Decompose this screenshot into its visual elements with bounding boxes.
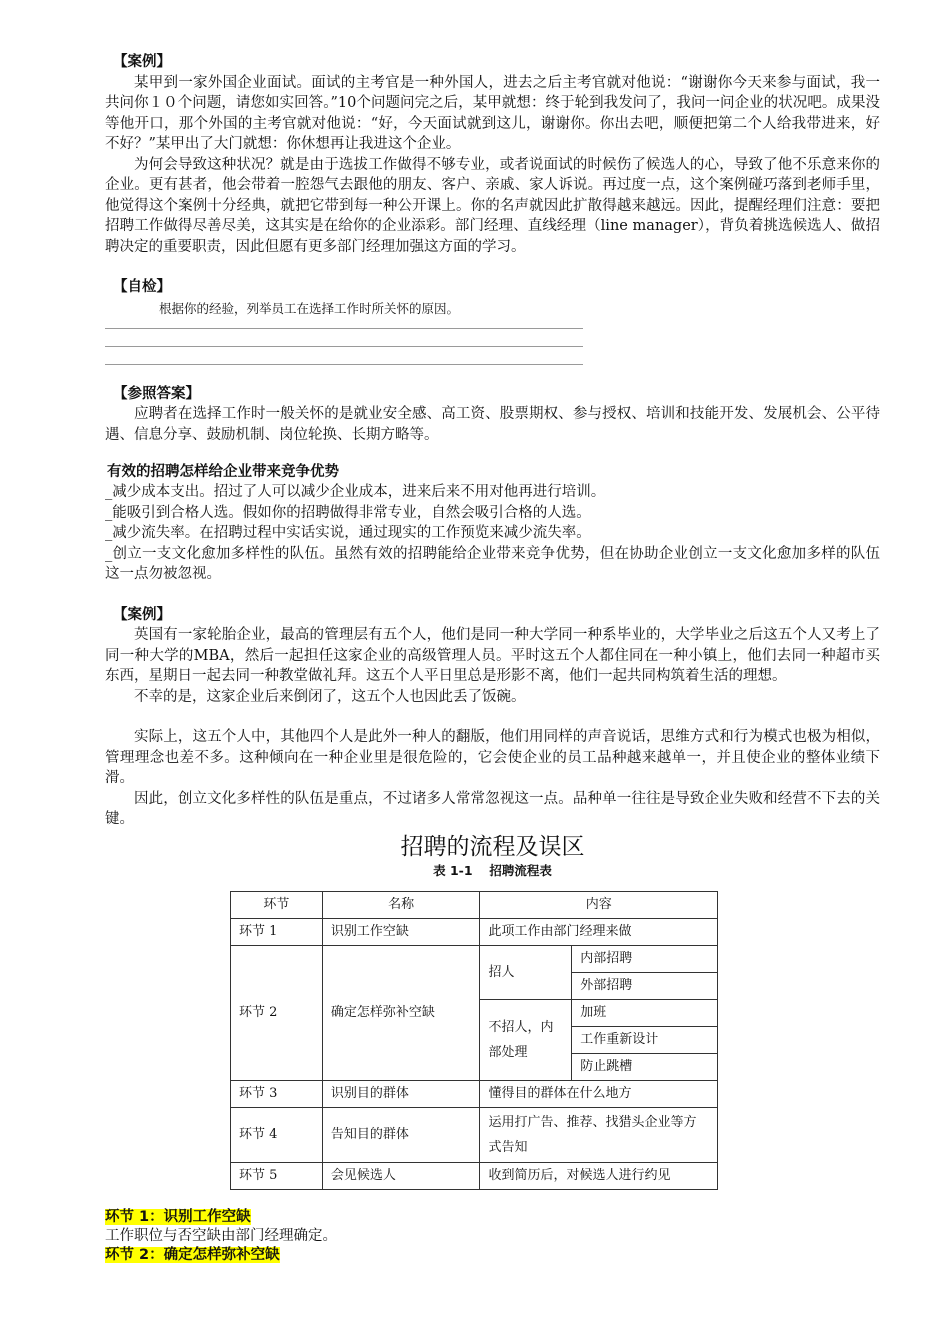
table-cell: 不招人，内部处理 <box>480 1000 572 1081</box>
step1-text: 工作职位与否空缺由部门经理确定。 <box>105 1228 337 1244</box>
table-cell: 懂得目的群体在什么地方 <box>480 1081 718 1108</box>
self-check-label: 【自检】 <box>113 278 171 295</box>
case1-label: 【案例】 <box>113 53 171 70</box>
table-header-row <box>231 892 718 919</box>
table-cell: 加班 <box>572 1000 718 1027</box>
table-cell: 运用打广告、推荐、找猎头企业等方式告知 <box>480 1108 718 1163</box>
table-cell: 环节 4 <box>231 1108 323 1163</box>
table-cell: 识别目的群体 <box>322 1081 480 1108</box>
answer-label: 【参照答案】 <box>113 384 200 402</box>
header-content: 内容 <box>480 892 718 919</box>
table-cell: 环节 3 <box>231 1081 323 1108</box>
table-row <box>231 1081 718 1108</box>
table-row <box>231 1163 718 1190</box>
table-cell: 环节 1 <box>231 919 323 946</box>
table-row <box>231 946 718 973</box>
tail-section <box>105 1208 880 1265</box>
table-cell: 会见候选人 <box>322 1163 480 1190</box>
step2-heading: 环节 2：确定怎样弥补空缺 <box>105 1247 280 1263</box>
recruitment-flow-table <box>230 891 718 1190</box>
table-cell: 环节 2 <box>231 946 323 1081</box>
advantage-item-1: _减少成本支出。招过了人可以减少企业成本，进来后来不用对他再进行培训。 <box>105 484 606 500</box>
table-caption: 表 1-1 招聘流程表 <box>433 862 552 878</box>
case2-label: 【案例】 <box>113 605 171 623</box>
table-cell: 招人 <box>480 946 572 1000</box>
self-check-prompt: 根据你的经验，列举员工在选择工作时所关怀的原因。 <box>159 300 460 316</box>
table-cell: 环节 5 <box>231 1163 323 1190</box>
advantage-item-2: _能吸引到合格人选。假如你的招聘做得非常专业，自然会吸引合格的人选。 <box>105 504 591 521</box>
document-body <box>105 52 880 880</box>
case2-commentary-2: 因此，创立文化多样性的队伍是重点，不过诸多人常常忽视这一点。品种单一往往是导致企业失败和经营不下去的关键。 <box>105 790 880 827</box>
table-cell: 确定怎样弥补空缺 <box>322 946 480 1081</box>
section-title: 招聘的流程及误区 <box>400 833 585 860</box>
answer-text: 应聘者在选择工作时一般关怀的是就业安全感、高工资、股票期权、参与授权、培训和技能开发、发展机会、公平待遇、信息分享、鼓励机制、岗位轮换、长期方略等。 <box>105 406 880 443</box>
table-cell: 防止跳槽 <box>572 1054 718 1081</box>
step1-heading: 环节 1：识别工作空缺 <box>105 1209 251 1225</box>
header-step: 环节 <box>231 892 323 919</box>
case1-paragraph-2: 为何会导致这种状况？就是由于选拔工作做得不够专业，或者说面试的时候伤了候选人的心，导致了他不乐意来你的企业。更有甚者，他会带着一腔怨气去跟他的朋友、客户、亲戚、家人诉说。再过度一点，这个案例碰巧落到老师手里，他觉得这个案例十分经典，就把它带到每一种公开课上。你的名声就因此扩散得越来越远。因此，提醒经理们注意：要把招聘工作做得尽善尽美，这其实是在给你的企业添彩。部门经理、直线经理（line manager），背负着挑选候选人、做招聘决定的重要职责，因此但愿有更多部门经理加强这方面的学习。 <box>105 156 880 255</box>
table-cell: 工作重新设计 <box>572 1027 718 1054</box>
table-row <box>231 1108 718 1163</box>
case1-paragraph-1: 某甲到一家外国企业面试。面试的主考官是一种外国人，进去之后主考官就对他说：“谢谢你今天来参与面试，我一共问你１０个问题，请您如实回答。”10个问题问完之后，某甲就想：终于轮到我发问了，我问一问企业的状况吧。成果没等他开口，那个外国的主考官就对他说：“好，今天面试就到这儿，谢谢你。你出去吧，顺便把第二个人给我带进来，好不好？”某甲出了大门就想：你休想再让我进这个企业。 <box>105 74 880 152</box>
table-cell: 识别工作空缺 <box>322 919 480 946</box>
advantage-heading: 有效的招聘怎样给企业带来竞争优势 <box>107 464 339 480</box>
advantage-item-3: _减少流失率。在招聘过程中实话实说，通过现实的工作预览来减少流失率。 <box>105 525 591 541</box>
table-row <box>231 919 718 946</box>
case2-paragraph-1: 英国有一家轮胎企业，最高的管理层有五个人，他们是同一种大学同一种系毕业的，大学毕业之后这五个人又考上了同一种大学的MBA，然后一起担任这家企业的高级管理人员。平时这五个人都住同在一种小镇上，他们去同一种超市买东西，星期日一起去同一种教堂做礼拜。这五个人平日里总是形影不离，他们一起共同构筑着生活的理想。 <box>105 627 880 684</box>
table-cell: 此项工作由部门经理来做 <box>480 919 718 946</box>
case2-commentary-1: 实际上，这五个人中，其他四个人是此外一种人的翻版，他们用同样的声音说话，思维方式和行为模式也极为相似，管理理念也差不多。这种倾向在一种企业里是很危险的，它会使企业的员工品种越来越单一，并且使企业的整体业绩下滑。 <box>105 729 880 786</box>
table-cell: 收到简历后，对候选人进行约见 <box>480 1163 718 1190</box>
table-cell: 内部招聘 <box>572 946 718 973</box>
case2-paragraph-2: 不幸的是，这家企业后来倒闭了，这五个人也因此丢了饭碗。 <box>134 688 526 705</box>
advantage-item-4: _创立一支文化愈加多样性的队伍。虽然有效的招聘能给企业带来竞争优势，但在协助企业创立一支文化愈加多样的队伍这一点勿被忽视。 <box>105 545 880 582</box>
table-cell: 告知目的群体 <box>322 1108 480 1163</box>
table-cell: 外部招聘 <box>572 973 718 1000</box>
header-name: 名称 <box>322 892 480 919</box>
